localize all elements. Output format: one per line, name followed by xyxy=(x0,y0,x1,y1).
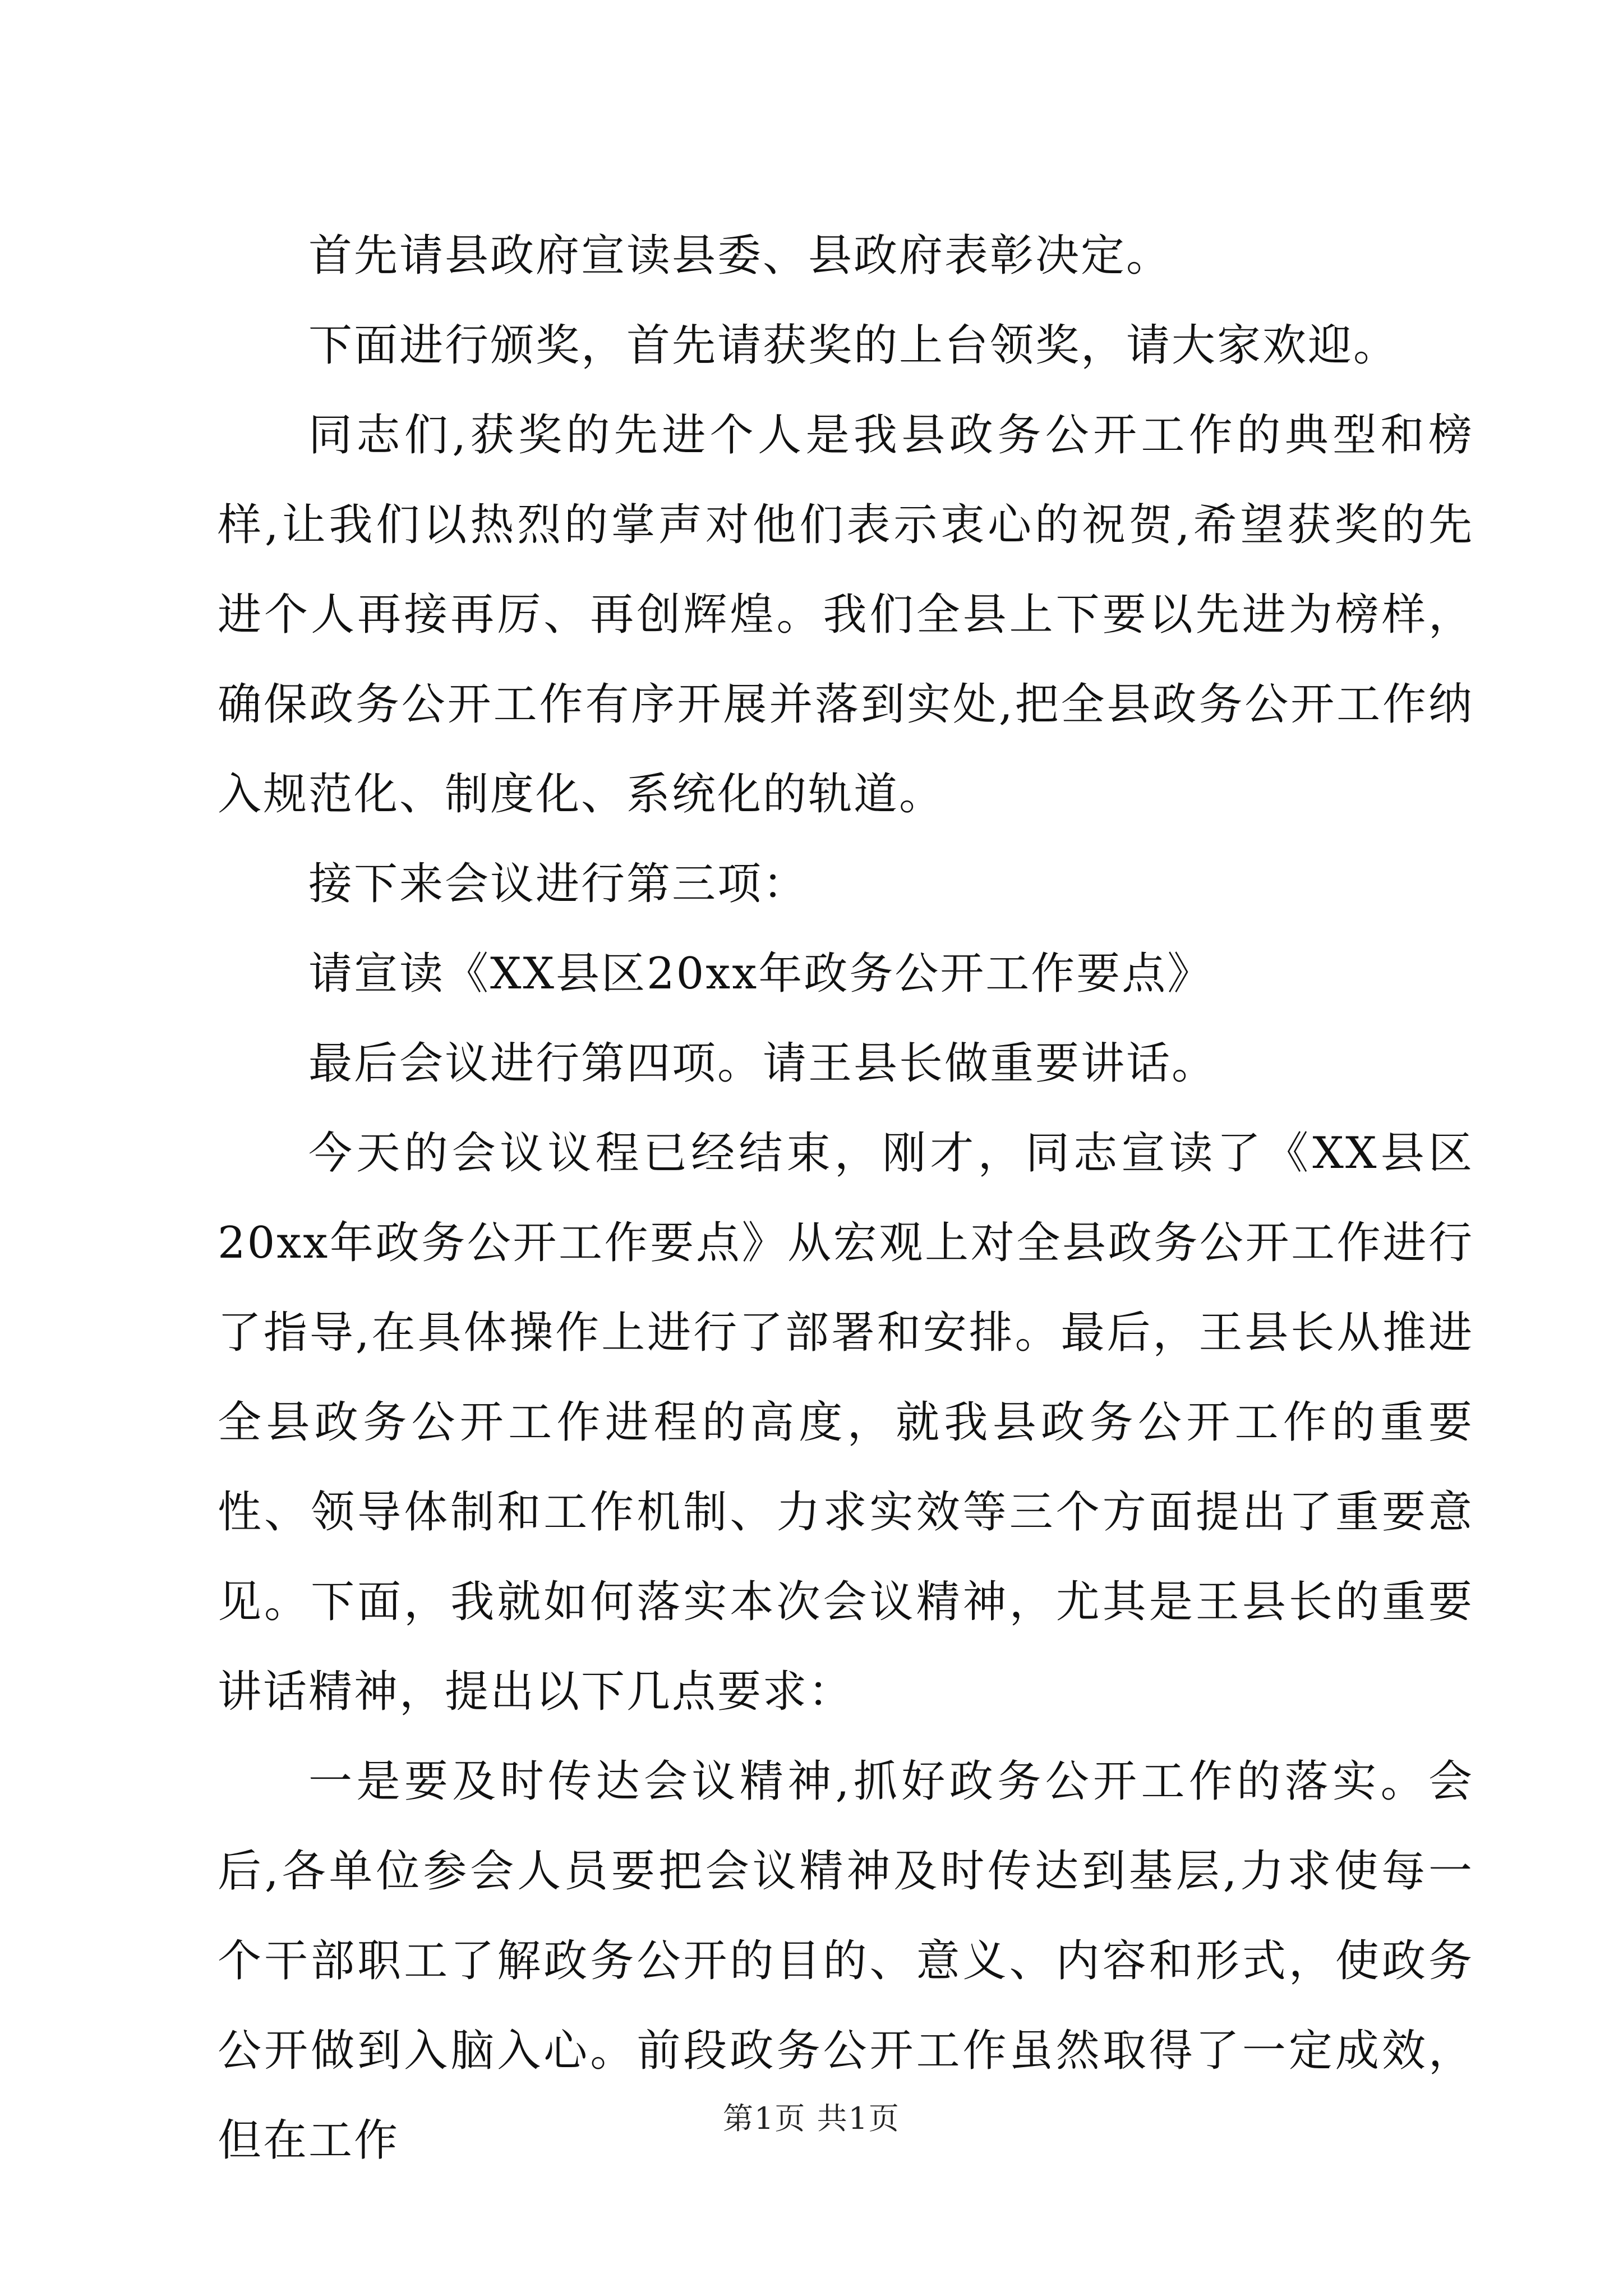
paragraph-1: 首先请县政府宣读县委、县政府表彰决定。 xyxy=(308,231,1172,281)
document-body xyxy=(218,211,1474,2185)
paragraph-5: 请宣读《XX县区20xx年政务公开工作要点》 xyxy=(308,949,1213,999)
paragraph-3: 同志们,获奖的先进个人是我县政务公开工作的典型和榜样,让我们以热烈的掌声对他们表示衷心的祝贺,希望获奖的先进个人再接再厉、再创辉煌。我们全县上下要以先进为榜样，确保政务公开工作有序开展并落到实处,把全县政务公开工作纳入规范化、制度化、系统化的轨道。 xyxy=(218,410,1474,820)
paragraph-2: 下面进行颁奖，首先请获奖的上台领奖，请大家欢迎。 xyxy=(308,320,1399,371)
paragraph-6: 最后会议进行第四项。请王县长做重要讲话。 xyxy=(308,1038,1218,1089)
page-footer: 第1页 共1页 xyxy=(723,2101,900,2136)
paragraph-7: 今天的会议议程已经结束，刚才，同志宣读了《XX县区20xx年政务公开工作要点》从宏观上对全县政务公开工作进行了指导,在具体操作上进行了部署和安排。最后，王县长从推进全县政务公开工作进程的高度，就我县政务公开工作的重要性、领导体制和工作机制、力求实效等三个方面提出了重要意见。下面，我就如何落实本次会议精神，尤其是王县长的重要讲话精神，提出以下几点要求： xyxy=(218,1128,1474,1717)
paragraph-4: 接下来会议进行第三项： xyxy=(308,859,809,909)
paragraph-8: 一是要及时传达会议精神,抓好政务公开工作的落实。会后,各单位参会人员要把会议精神及时传达到基层,力求使每一个干部职工了解政务公开的目的、意义、内容和形式，使政务公开做到入脑入心。前段政务公开工作虽然取得了一定成效，但在工作 xyxy=(218,1756,1474,2166)
